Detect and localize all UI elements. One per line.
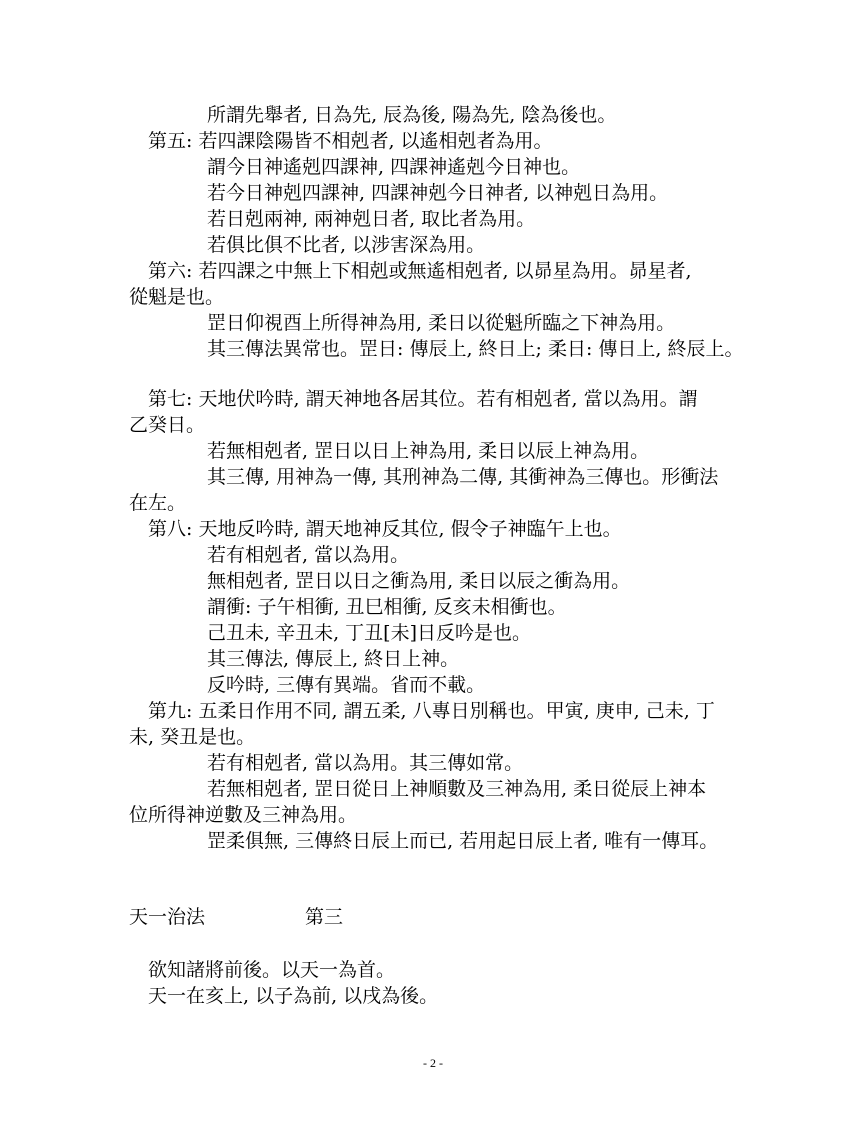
text-line: 若俱比俱不比者, 以涉害深為用。 [207,234,486,256]
text-line: 第九: 五柔日作用不同, 謂五柔, 八專日別稱也。甲寅, 庚申, 己未, 丁 [148,700,715,722]
text-line: 未, 癸丑是也。 [129,726,256,748]
text-line: 其三傳, 用神為一傳, 其刑神為二傳, 其衝神為三傳也。形衝法 [207,466,719,488]
text-line: 第六: 若四課之中無上下相剋或無遙相剋者, 以昴星為用。昴星者, [148,260,692,282]
text-line: 其三傳法異常也。罡日: 傳辰上, 終日上; 柔日: 傳日上, 終辰上。 [207,338,744,360]
text-line: 在左。 [129,492,187,514]
text-line: 從魁是也。 [129,286,225,308]
text-line: 罡日仰視酉上所得神為用, 柔日以從魁所臨之下神為用。 [207,312,676,334]
text-line: 乙癸日。 [129,414,206,436]
page-number: - 2 - [423,1056,443,1070]
text-line: 天一在亥上, 以子為前, 以戌為後。 [148,985,439,1007]
text-line: 若日剋兩神, 兩神剋日者, 取比者為用。 [207,208,536,230]
text-line: 其三傳法, 傳辰上, 終日上神。 [207,648,460,670]
text-line: 若今日神剋四課神, 四課神剋今日神者, 以神剋日為用。 [207,182,669,204]
text-line: 位所得神逆數及三神為用。 [129,804,358,826]
text-line: 謂衝: 子午相衝, 丑巳相衝, 反亥未相衝也。 [207,596,567,618]
text-line: 若有相剋者, 當以為用。其三傳如常。 [207,752,524,774]
text-line: 若無相剋者, 罡日以日上神為用, 柔日以辰上神為用。 [207,440,650,462]
text-line: 所謂先舉者, 日為先, 辰為後, 陽為先, 陰為後也。 [207,104,617,126]
text-line: 第八: 天地反吟時, 謂天地神反其位, 假令子神臨午上也。 [148,518,622,540]
text-line: 欲知諸將前後。以天一為首。 [148,959,396,981]
text-line: 第七: 天地伏吟時, 謂天神地各居其位。若有相剋者, 當以為用。謂 [148,388,698,410]
section-title: 天一治法 [129,906,206,928]
text-line: 罡柔俱無, 三傳終日辰上而已, 若用起日辰上者, 唯有一傳耳。 [207,830,719,852]
text-line: 若有相剋者, 當以為用。 [207,544,410,566]
text-line: 若無相剋者, 罡日從日上神順數及三神為用, 柔日從辰上神本 [207,778,707,800]
text-line: 反吟時, 三傳有異端。省而不載。 [207,674,486,696]
text-line: 第五: 若四課陰陽皆不相剋者, 以遙相剋者為用。 [148,130,553,152]
text-line: 謂今日神遙剋四課神, 四課神遙剋今日神也。 [207,156,581,178]
section-number: 第三 [305,906,344,928]
text-line: 己丑未, 辛丑未, 丁丑[未]日反吟是也。 [207,622,531,644]
text-line: 無相剋者, 罡日以日之衝為用, 柔日以辰之衝為用。 [207,570,631,592]
